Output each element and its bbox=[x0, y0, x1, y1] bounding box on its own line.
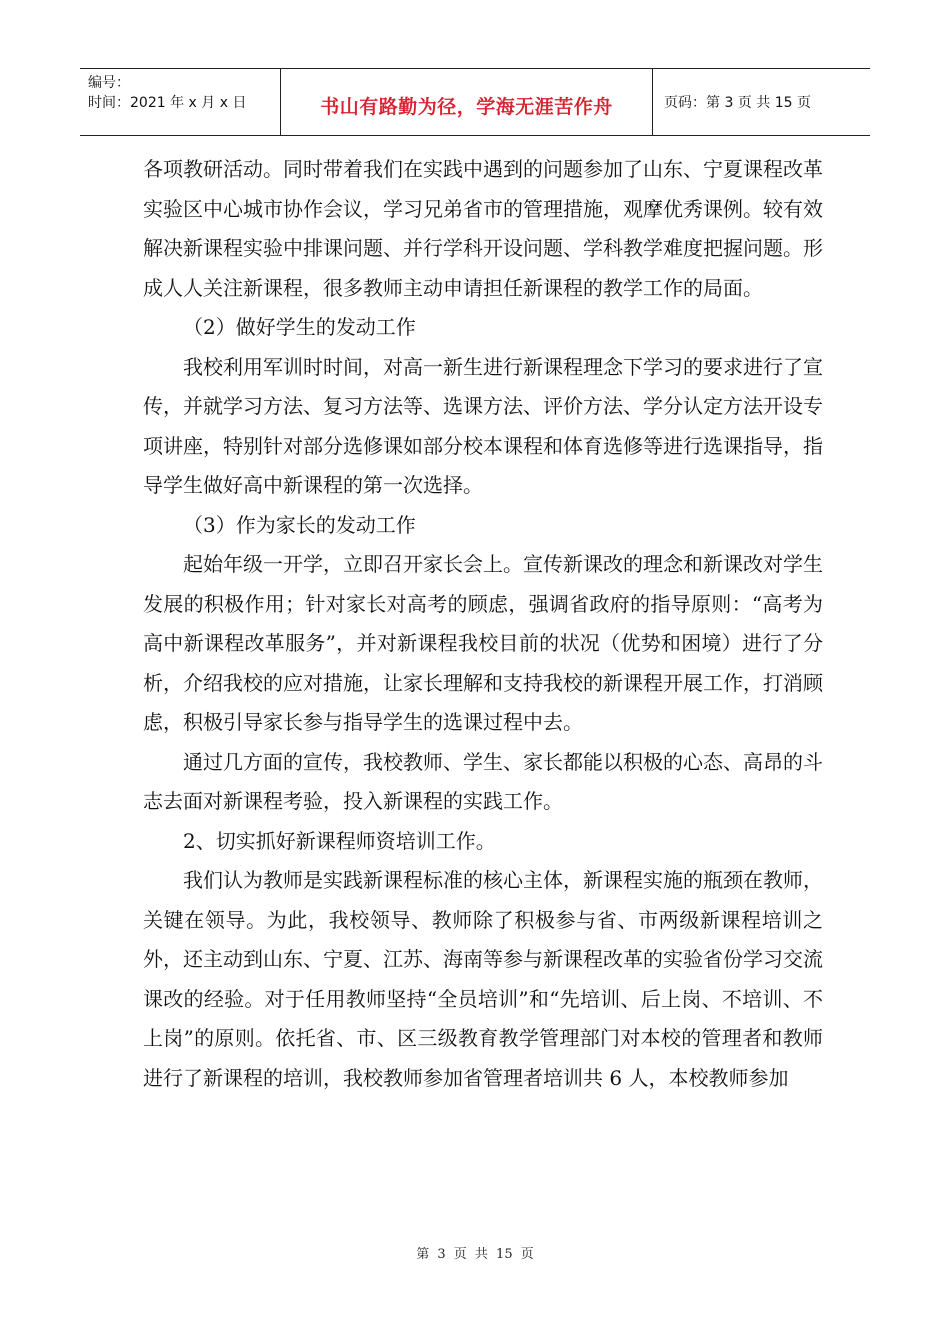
paragraph-1: 各项教研活动。同时带着我们在实践中遇到的问题参加了山东、宁夏课程改革实验区中心城市协作会议，学习兄弟省市的管理措施，观摩优秀课例。较有效解决新课程实验中排课问题、并行学科开设问题、学科教学难度把握问题。形成人人关注新课程，很多教师主动申请担任新课程的教学工作的局面。 bbox=[143, 157, 823, 300]
heading-student-mobilization: （2）做好学生的发动工作 bbox=[183, 315, 416, 339]
paragraph-3: 起始年级一开学，立即召开家长会上。宣传新课改的理念和新课改对学生发展的积极作用；针对家长对高考的顾虑，强调省政府的指导原则：“高考为高中新课程改革服务”，并对新课程我校目前的状况（优势和困境）进行了分析，介绍我校的应对措施，让家长理解和支持我校的新课程开展工作，打消顾虑，积极引导家长参与指导学生的选课过程中去。 bbox=[143, 552, 823, 734]
heading-parent-mobilization: （3）作为家长的发动工作 bbox=[183, 512, 416, 537]
page-footer: 第 3 页 共 15 页 bbox=[416, 1247, 534, 1262]
number-label: 编号： bbox=[88, 75, 130, 91]
page-label: 页码：第 3 页 共 15 页 bbox=[664, 95, 811, 111]
paragraph-5: 我们认为教师是实践新课程标准的核心主体，新课程实施的瓶颈在教师，关键在领导。为此，我校领导、教师除了积极参与省、市两级新课程培训之外，还主动到山东、宁夏、江苏、海南等参与新课程改革的实验省份学习交流课改的经验。对于任用教师坚持“全员培训”和“先培训、后上岗、不培训、不上岗”的原则。依托省、市、区三级教育教学管理部门对本校的管理者和教师进行了新课程的培训，我校教师参加省管理者培训共 6 人，本校教师参加 bbox=[143, 868, 823, 1090]
motto: 书山有路勤为径，学海无涯苦作舟 bbox=[320, 95, 613, 118]
paragraph-4: 通过几方面的宣传，我校教师、学生、家长都能以积极的心态、高昂的斗志去面对新课程考验，投入新课程的实践工作。 bbox=[143, 749, 823, 813]
header-motto-cell bbox=[281, 69, 653, 135]
header-meta bbox=[80, 69, 281, 135]
page-header bbox=[80, 68, 870, 136]
heading-teacher-training: 2、切实抓好新课程师资培训工作。 bbox=[183, 828, 496, 853]
document-body bbox=[143, 150, 823, 1098]
paragraph-2: 我校利用军训时时间，对高一新生进行新课程理念下学习的要求进行了宣传，并就学习方法、复习方法等、选课方法、评价方法、学分认定方法开设专项讲座，特别针对部分选修课如部分校本课程和体育选修等进行选课指导，指导学生做好高中新课程的第一次选择。 bbox=[143, 354, 823, 497]
date-label: 时间：2021 年 x 月 x 日 bbox=[88, 95, 247, 111]
header-page-cell bbox=[653, 69, 870, 135]
